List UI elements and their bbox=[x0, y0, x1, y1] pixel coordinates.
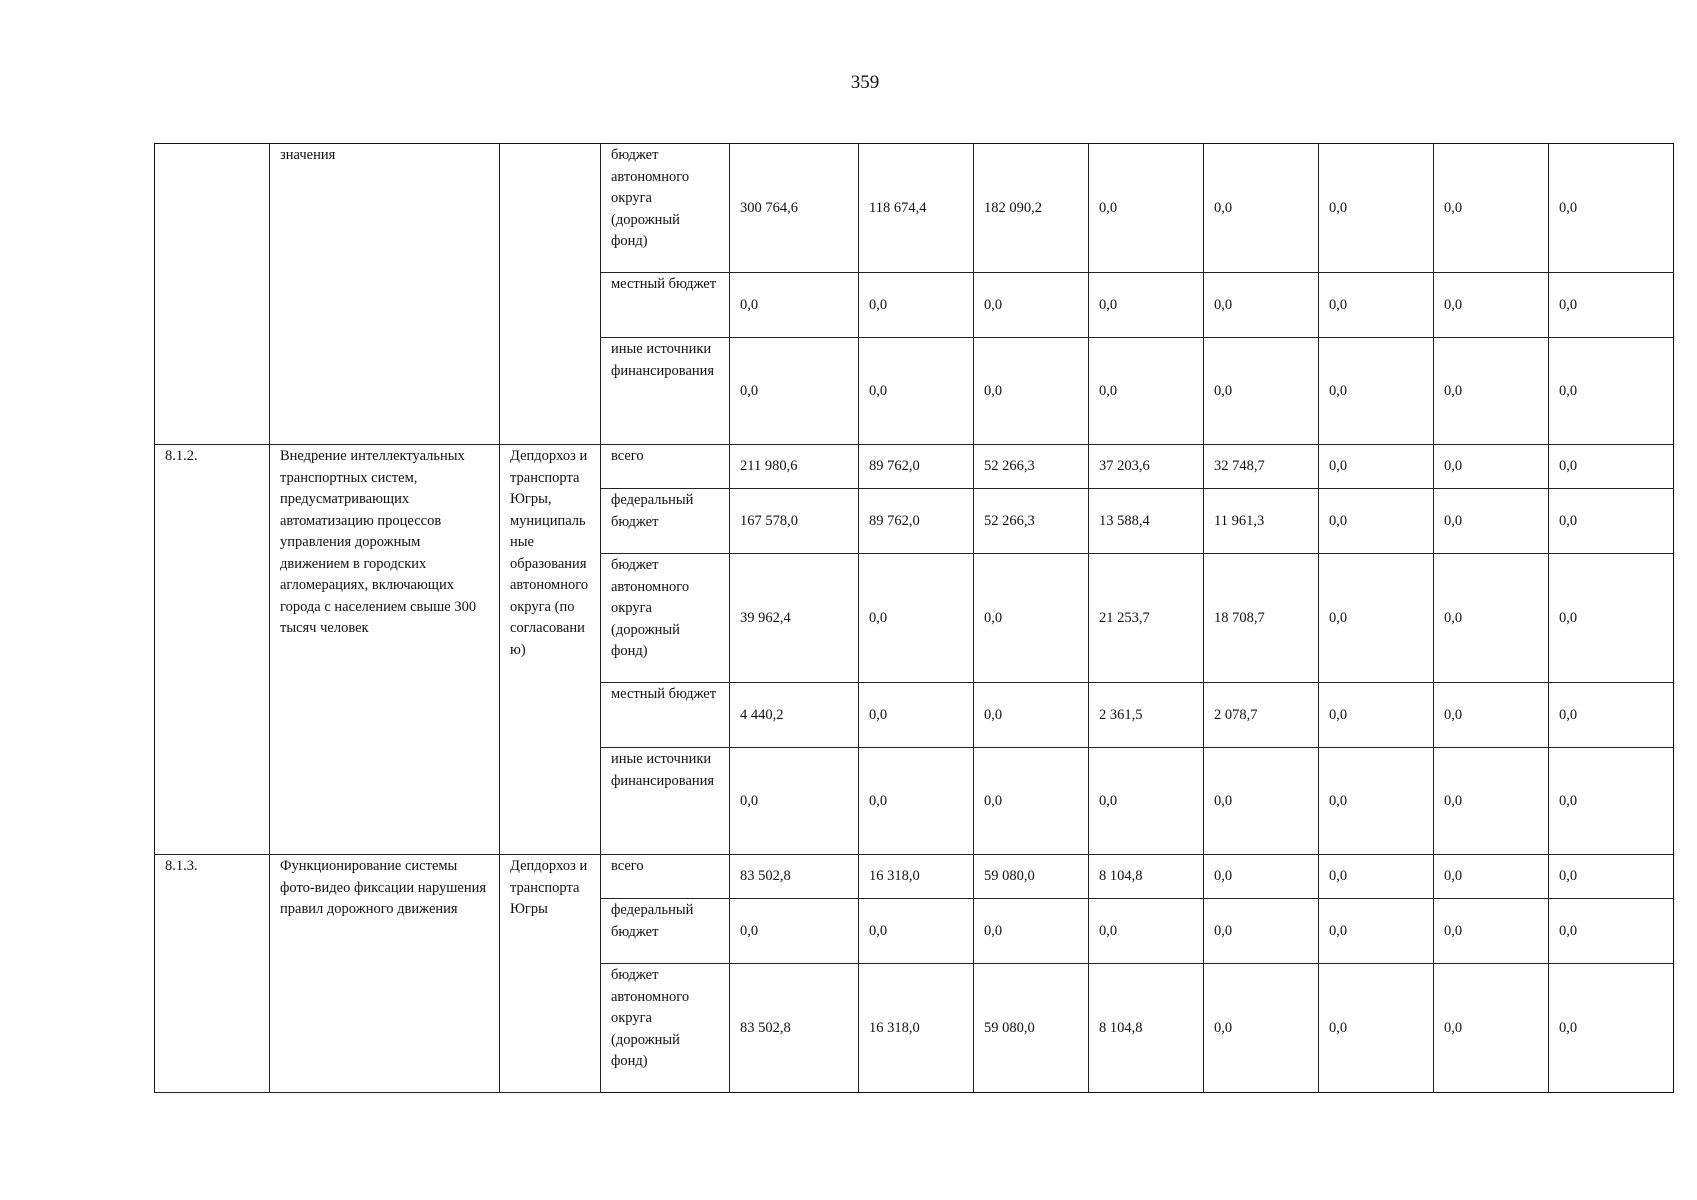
amount-cell: 0,0 bbox=[1434, 338, 1549, 445]
amount-cell: 0,0 bbox=[1549, 445, 1674, 489]
funding-source-cell: местный бюджет bbox=[601, 683, 730, 748]
amount-cell: 0,0 bbox=[1319, 489, 1434, 554]
amount-cell: 0,0 bbox=[1319, 748, 1434, 855]
amount-cell: 0,0 bbox=[1204, 273, 1319, 338]
amount-cell: 0,0 bbox=[859, 554, 974, 683]
amount-cell: 118 674,4 bbox=[859, 144, 974, 273]
amount-cell: 0,0 bbox=[1319, 144, 1434, 273]
amount-cell: 0,0 bbox=[1319, 338, 1434, 445]
budget-table bbox=[154, 143, 1674, 1093]
amount-cell: 0,0 bbox=[1434, 899, 1549, 964]
amount-cell: 11 961,3 bbox=[1204, 489, 1319, 554]
amount-cell: 0,0 bbox=[1319, 445, 1434, 489]
responsible-cell bbox=[500, 144, 601, 445]
amount-cell: 0,0 bbox=[1434, 445, 1549, 489]
amount-cell: 0,0 bbox=[1434, 748, 1549, 855]
amount-cell: 0,0 bbox=[1434, 273, 1549, 338]
amount-cell: 0,0 bbox=[1319, 855, 1434, 899]
amount-cell: 0,0 bbox=[974, 748, 1089, 855]
item-number-cell: 8.1.2. bbox=[155, 445, 270, 855]
amount-cell: 37 203,6 bbox=[1089, 445, 1204, 489]
amount-cell: 0,0 bbox=[1204, 899, 1319, 964]
amount-cell: 0,0 bbox=[974, 554, 1089, 683]
funding-source-cell: федеральный бюджет bbox=[601, 899, 730, 964]
amount-cell: 0,0 bbox=[859, 899, 974, 964]
funding-source-cell: бюджет автономного округа (дорожный фонд) bbox=[601, 554, 730, 683]
amount-cell: 18 708,7 bbox=[1204, 554, 1319, 683]
amount-cell: 0,0 bbox=[1319, 964, 1434, 1093]
amount-cell: 0,0 bbox=[1434, 554, 1549, 683]
amount-cell: 0,0 bbox=[1434, 964, 1549, 1093]
amount-cell: 0,0 bbox=[1434, 683, 1549, 748]
amount-cell: 0,0 bbox=[1204, 855, 1319, 899]
amount-cell: 0,0 bbox=[1549, 899, 1674, 964]
amount-cell: 89 762,0 bbox=[859, 489, 974, 554]
amount-cell: 0,0 bbox=[1089, 899, 1204, 964]
amount-cell: 0,0 bbox=[1549, 338, 1674, 445]
amount-cell: 0,0 bbox=[1089, 338, 1204, 445]
item-name-cell: значения bbox=[270, 144, 500, 445]
funding-source-cell: бюджет автономного округа (дорожный фонд) bbox=[601, 964, 730, 1093]
amount-cell: 0,0 bbox=[1549, 554, 1674, 683]
funding-source-cell: местный бюджет bbox=[601, 273, 730, 338]
amount-cell: 39 962,4 bbox=[730, 554, 859, 683]
amount-cell: 0,0 bbox=[730, 273, 859, 338]
funding-source-cell: всего bbox=[601, 855, 730, 899]
item-name-cell: Функционирование системы фото-видео фиксации нарушения правил дорожного движения bbox=[270, 855, 500, 1093]
amount-cell: 0,0 bbox=[1549, 489, 1674, 554]
amount-cell: 0,0 bbox=[1319, 683, 1434, 748]
amount-cell: 0,0 bbox=[974, 338, 1089, 445]
table-body bbox=[155, 144, 1674, 1093]
amount-cell: 0,0 bbox=[859, 748, 974, 855]
responsible-cell: Депдорхоз и транспорта Югры bbox=[500, 855, 601, 1093]
amount-cell: 0,0 bbox=[1549, 144, 1674, 273]
funding-source-cell: иные источники финансирования bbox=[601, 338, 730, 445]
amount-cell: 2 361,5 bbox=[1089, 683, 1204, 748]
amount-cell: 0,0 bbox=[730, 748, 859, 855]
amount-cell: 59 080,0 bbox=[974, 855, 1089, 899]
amount-cell: 0,0 bbox=[1434, 855, 1549, 899]
amount-cell: 0,0 bbox=[1319, 273, 1434, 338]
amount-cell: 0,0 bbox=[1204, 338, 1319, 445]
amount-cell: 32 748,7 bbox=[1204, 445, 1319, 489]
amount-cell: 211 980,6 bbox=[730, 445, 859, 489]
amount-cell: 300 764,6 bbox=[730, 144, 859, 273]
item-number-cell bbox=[155, 144, 270, 445]
funding-source-cell: иные источники финансирования bbox=[601, 748, 730, 855]
amount-cell: 0,0 bbox=[1089, 273, 1204, 338]
amount-cell: 2 078,7 bbox=[1204, 683, 1319, 748]
amount-cell: 59 080,0 bbox=[974, 964, 1089, 1093]
table-row bbox=[155, 445, 1674, 489]
table-row bbox=[155, 855, 1674, 899]
amount-cell: 0,0 bbox=[1319, 899, 1434, 964]
table-row bbox=[155, 144, 1674, 273]
funding-source-cell: бюджет автономного округа (дорожный фонд) bbox=[601, 144, 730, 273]
amount-cell: 0,0 bbox=[1434, 144, 1549, 273]
item-name-cell: Внедрение интеллектуальных транспортных систем, предусматривающих автоматизацию процессов управления дорожным движением в городских агломерациях, включающих города с населением свыше 300 тысяч человек bbox=[270, 445, 500, 855]
amount-cell: 0,0 bbox=[1549, 273, 1674, 338]
amount-cell: 21 253,7 bbox=[1089, 554, 1204, 683]
amount-cell: 182 090,2 bbox=[974, 144, 1089, 273]
amount-cell: 0,0 bbox=[859, 273, 974, 338]
funding-source-cell: федеральный бюджет bbox=[601, 489, 730, 554]
amount-cell: 16 318,0 bbox=[859, 964, 974, 1093]
amount-cell: 52 266,3 bbox=[974, 489, 1089, 554]
amount-cell: 89 762,0 bbox=[859, 445, 974, 489]
amount-cell: 0,0 bbox=[1549, 748, 1674, 855]
amount-cell: 0,0 bbox=[1434, 489, 1549, 554]
responsible-cell: Депдорхоз и транспорта Югры, муниципальные образования автономного округа (по согласованию) bbox=[500, 445, 601, 855]
amount-cell: 0,0 bbox=[1089, 748, 1204, 855]
funding-source-cell: всего bbox=[601, 445, 730, 489]
amount-cell: 16 318,0 bbox=[859, 855, 974, 899]
amount-cell: 0,0 bbox=[1204, 748, 1319, 855]
amount-cell: 167 578,0 bbox=[730, 489, 859, 554]
amount-cell: 0,0 bbox=[1549, 683, 1674, 748]
amount-cell: 0,0 bbox=[974, 683, 1089, 748]
amount-cell: 83 502,8 bbox=[730, 964, 859, 1093]
amount-cell: 4 440,2 bbox=[730, 683, 859, 748]
item-number-cell: 8.1.3. bbox=[155, 855, 270, 1093]
amount-cell: 83 502,8 bbox=[730, 855, 859, 899]
amount-cell: 52 266,3 bbox=[974, 445, 1089, 489]
amount-cell: 13 588,4 bbox=[1089, 489, 1204, 554]
amount-cell: 0,0 bbox=[859, 683, 974, 748]
amount-cell: 0,0 bbox=[1549, 855, 1674, 899]
amount-cell: 8 104,8 bbox=[1089, 855, 1204, 899]
amount-cell: 0,0 bbox=[1549, 964, 1674, 1093]
amount-cell: 0,0 bbox=[974, 899, 1089, 964]
amount-cell: 0,0 bbox=[974, 273, 1089, 338]
amount-cell: 0,0 bbox=[730, 899, 859, 964]
amount-cell: 0,0 bbox=[1204, 964, 1319, 1093]
page-number: 359 bbox=[850, 72, 880, 93]
amount-cell: 0,0 bbox=[1089, 144, 1204, 273]
amount-cell: 0,0 bbox=[1319, 554, 1434, 683]
amount-cell: 8 104,8 bbox=[1089, 964, 1204, 1093]
amount-cell: 0,0 bbox=[730, 338, 859, 445]
amount-cell: 0,0 bbox=[859, 338, 974, 445]
amount-cell: 0,0 bbox=[1204, 144, 1319, 273]
